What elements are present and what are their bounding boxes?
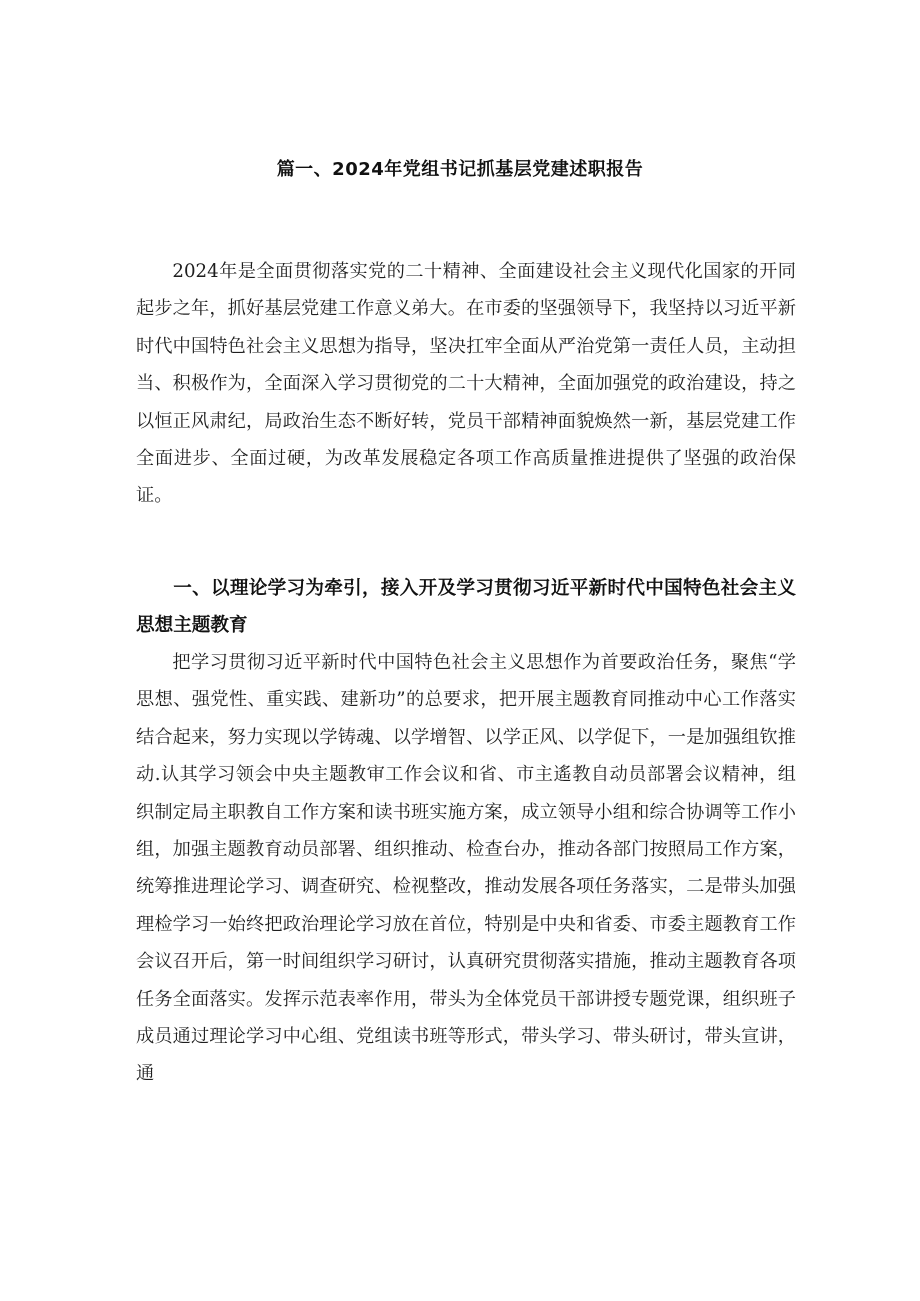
intro-section [136, 253, 796, 515]
section-heading: 一、以理论学习为牵引，接入开及学习贯彻习近平新时代中国特色社会主义思想主题教育 [136, 578, 796, 637]
intro-paragraph: 2024年是全面贯彻落实党的二十精神、全面建设社会主义现代化国家的开同起步之年，抓好基层党建工作意义弟大。在市委的坚强领导下，我坚持以习近平新时代中国特色社会主义思想为指导，坚决扛牢全面从严治党第一责任人员，主动担当、积极作为，全面深入学习贯彻党的二十大精神，全面加强党的政治建设，持之以恒正风肃纪，局政治生态不断好转，党员干部精神面貌焕然一新，基层党建工作全面进步、全面过硬，为改革发展稳定各项工作高质量推进提供了坚强的政治保证。 [136, 261, 796, 507]
section-one [136, 570, 796, 645]
section-paragraph: 把学习贯彻习近平新时代中国特色社会主义思想作为首要政治任务，聚焦“学思想、强党性、重实践、建新功”的总要求，把开展主题教育同推动中心工作落实结合起来，努力实现以学铸魂、以学增智、以学正风、以学促下，一是加强组钦推动.认其学习领会中央主题教审工作会议和省、市主遙教自动员部署会议精神，组织制定局主职教自工作方案和读书班实施方案，成立领导小组和综合协调等工作小组，加强主题教育动员部署、组织推动、检查台办，推动各部门按照局工作方案，统筹推进理论学习、调查研究、检视整改，推动发展各项任务落实，二是带头加强理检学习一始终把政治理论学习放在首位，特别是中央和省委、市委主题教育工作会议召开后，第一时间组织学习研讨，认真研究贯彻落实措施，推动主题教育各项任务全面落实。发挥示范表率作用，带头为全体党员干部讲授专题党课，组织班子成员通过理论学习中心组、党组读书班等形式，带头学习、带头研讨，带头宣讲，通 [136, 652, 796, 1085]
document-title: 篇一、2024年党组书记抓基层党建述职报告 [276, 159, 644, 180]
section-one-body [136, 644, 796, 1093]
